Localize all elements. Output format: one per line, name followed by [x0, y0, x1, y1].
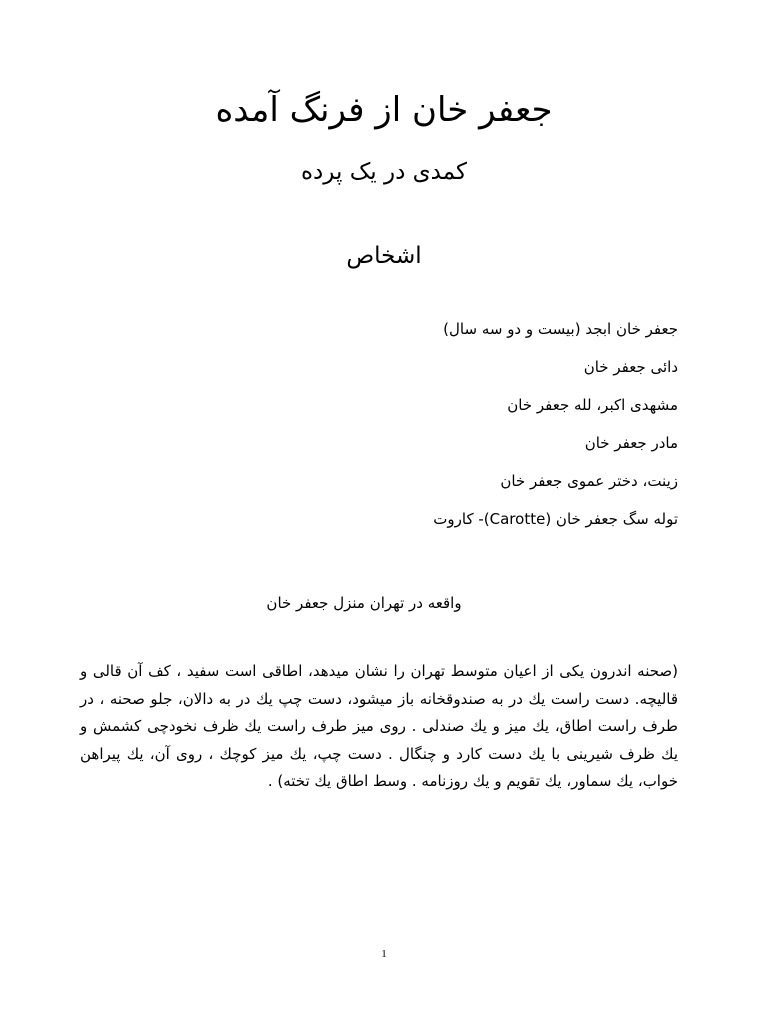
character-item: زینت، دختر عموی جعفر خان — [500, 472, 678, 490]
character-item: توله سگ جعفر خان (Carotte)- کاروت — [433, 510, 678, 528]
play-title: جعفر خان از فرنگ آمده — [215, 90, 553, 130]
play-subtitle: کمدی در یک پرده — [301, 159, 467, 185]
scene-description: (صحنه اندرون یکی از اعیان متوسط تهران را نشان میدهد، اطاقی است سفید ، کف آن قالی و قالیچه. دست راست یك در به صندوقخانه باز میشود، دست چپ یك در به دالان، جلو صحنه ، در طرف راست اطاق، یك میز و یك صندلی . روی میز طرف راست یك ظرف نخودچی کشمش و یك ظرف شیرینی با یك دست کارد و چنگال . دست چپ، یك میز کوچك ، روی آن، یك پیراهن خواب، یك سماور، یك تقویم و یك روزنامه . وسط اطاق یك تخته) . — [80, 662, 678, 790]
characters-list — [258, 314, 678, 542]
character-item: مشهدی اکبر، لله جعفر خان — [507, 396, 678, 414]
character-item: جعفر خان ابجد (بیست و دو سه سال) — [443, 320, 678, 338]
character-item: مادر جعفر خان — [584, 434, 678, 452]
setting-line — [0, 590, 768, 616]
setting-text: واقعه در تهران منزل جعفر خان — [266, 594, 462, 612]
characters-heading: اشخاص — [346, 243, 422, 269]
character-item: دائی جعفر خان — [583, 358, 678, 376]
page-number: 1 — [381, 948, 387, 960]
